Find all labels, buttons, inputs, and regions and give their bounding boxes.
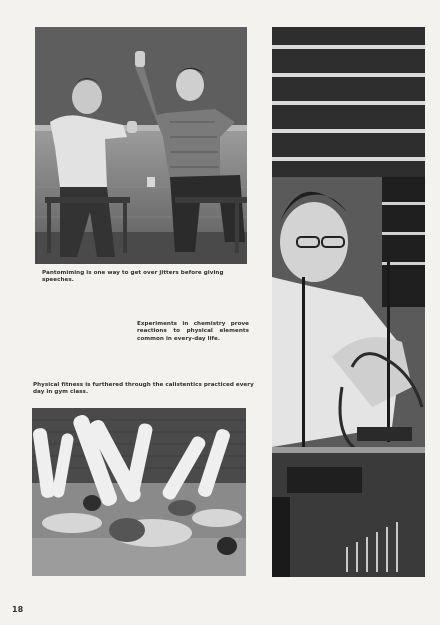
pantomime-photo	[35, 27, 247, 264]
pantomime-photo-illustration	[35, 27, 247, 264]
chemistry-caption: Experiments in chemistry prove reactions to physical elements common in every-day life.	[137, 321, 249, 342]
gym-photo-illustration	[32, 408, 246, 576]
pantomime-caption: Pantomiming is one way to get over jitters before giving speeches.	[42, 270, 224, 284]
page-number: 18	[12, 605, 24, 614]
gym-photo	[32, 408, 246, 576]
fitness-caption: Physical fitness is furthered through the calistentics practiced every day in gym class.	[33, 382, 254, 396]
chemistry-photo-illustration	[272, 27, 425, 577]
chemistry-photo	[272, 27, 425, 577]
